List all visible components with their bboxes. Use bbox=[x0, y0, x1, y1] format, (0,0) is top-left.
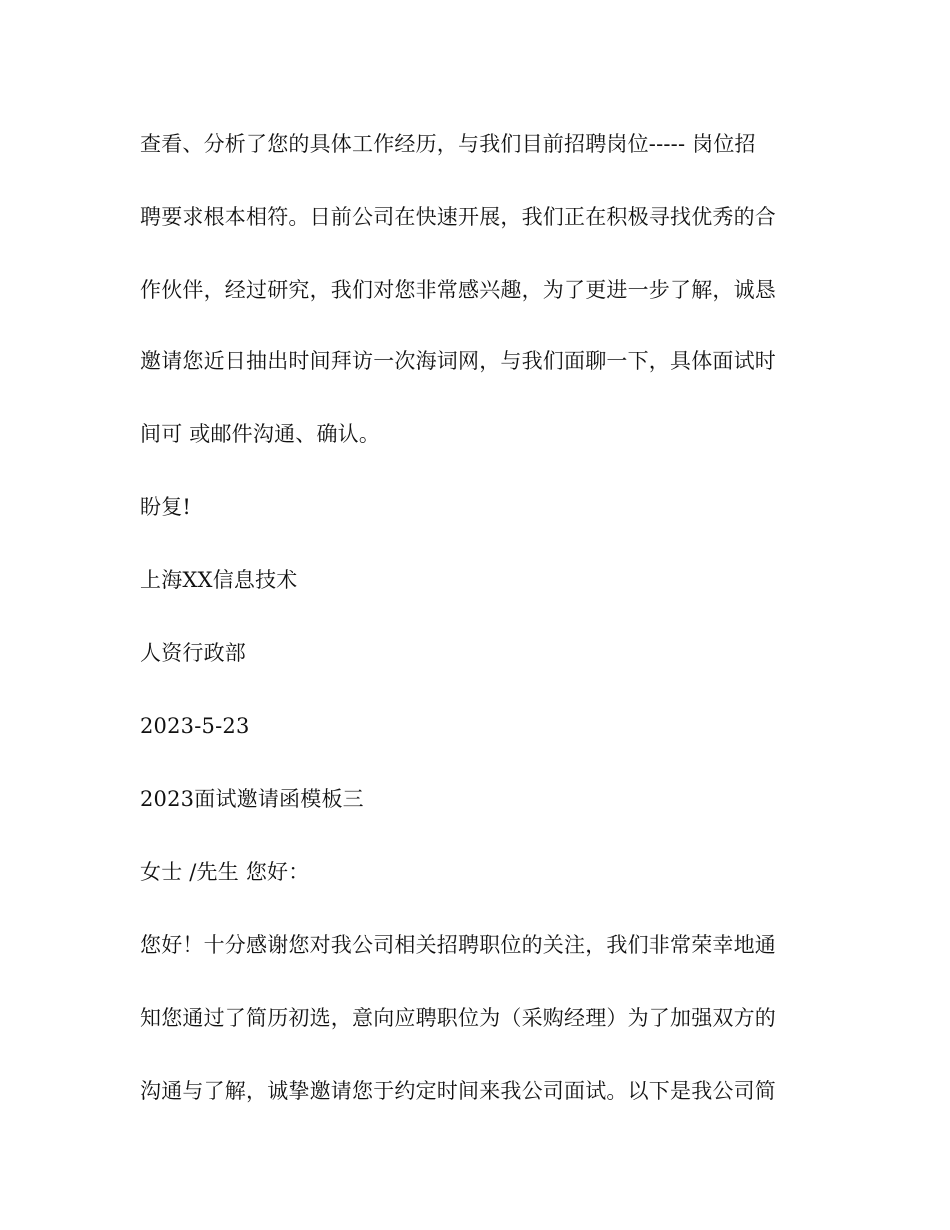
paragraph-line: 间可 或邮件沟通、确认。 bbox=[140, 422, 381, 446]
date-line: 2023-5-23 bbox=[140, 714, 250, 738]
paragraph-line: 查看、分析了您的具体工作经历，与我们目前招聘岗位----- 岗位招 bbox=[140, 132, 756, 156]
department-name: 人资行政部 bbox=[140, 641, 246, 665]
salutation-line: 女士 /先生 您好： bbox=[140, 860, 310, 884]
closing-line: 盼复! bbox=[140, 495, 192, 519]
section-heading: 2023面试邀请函模板三 bbox=[140, 787, 364, 811]
paragraph-line: 邀请您近日抽出时间拜访一次海词网，与我们面聊一下，具体面试时 bbox=[140, 349, 776, 373]
paragraph-line: 聘要求根本相符。日前公司在快速开展，我们正在积极寻找优秀的合 bbox=[140, 205, 776, 229]
company-name: 上海XX信息技术 bbox=[140, 568, 298, 592]
paragraph-line: 您好！十分感谢您对我公司相关招聘职位的关注，我们非常荣幸地通 bbox=[140, 933, 776, 957]
paragraph-line: 沟通与了解，诚挚邀请您于约定时间来我公司面试。以下是我公司简 bbox=[140, 1079, 776, 1103]
paragraph-line: 知您通过了简历初选，意向应聘职位为（采购经理）为了加强双方的 bbox=[140, 1006, 776, 1030]
paragraph-line: 作伙伴，经过研究，我们对您非常感兴趣，为了更进一步了解，诚恳 bbox=[140, 278, 776, 302]
